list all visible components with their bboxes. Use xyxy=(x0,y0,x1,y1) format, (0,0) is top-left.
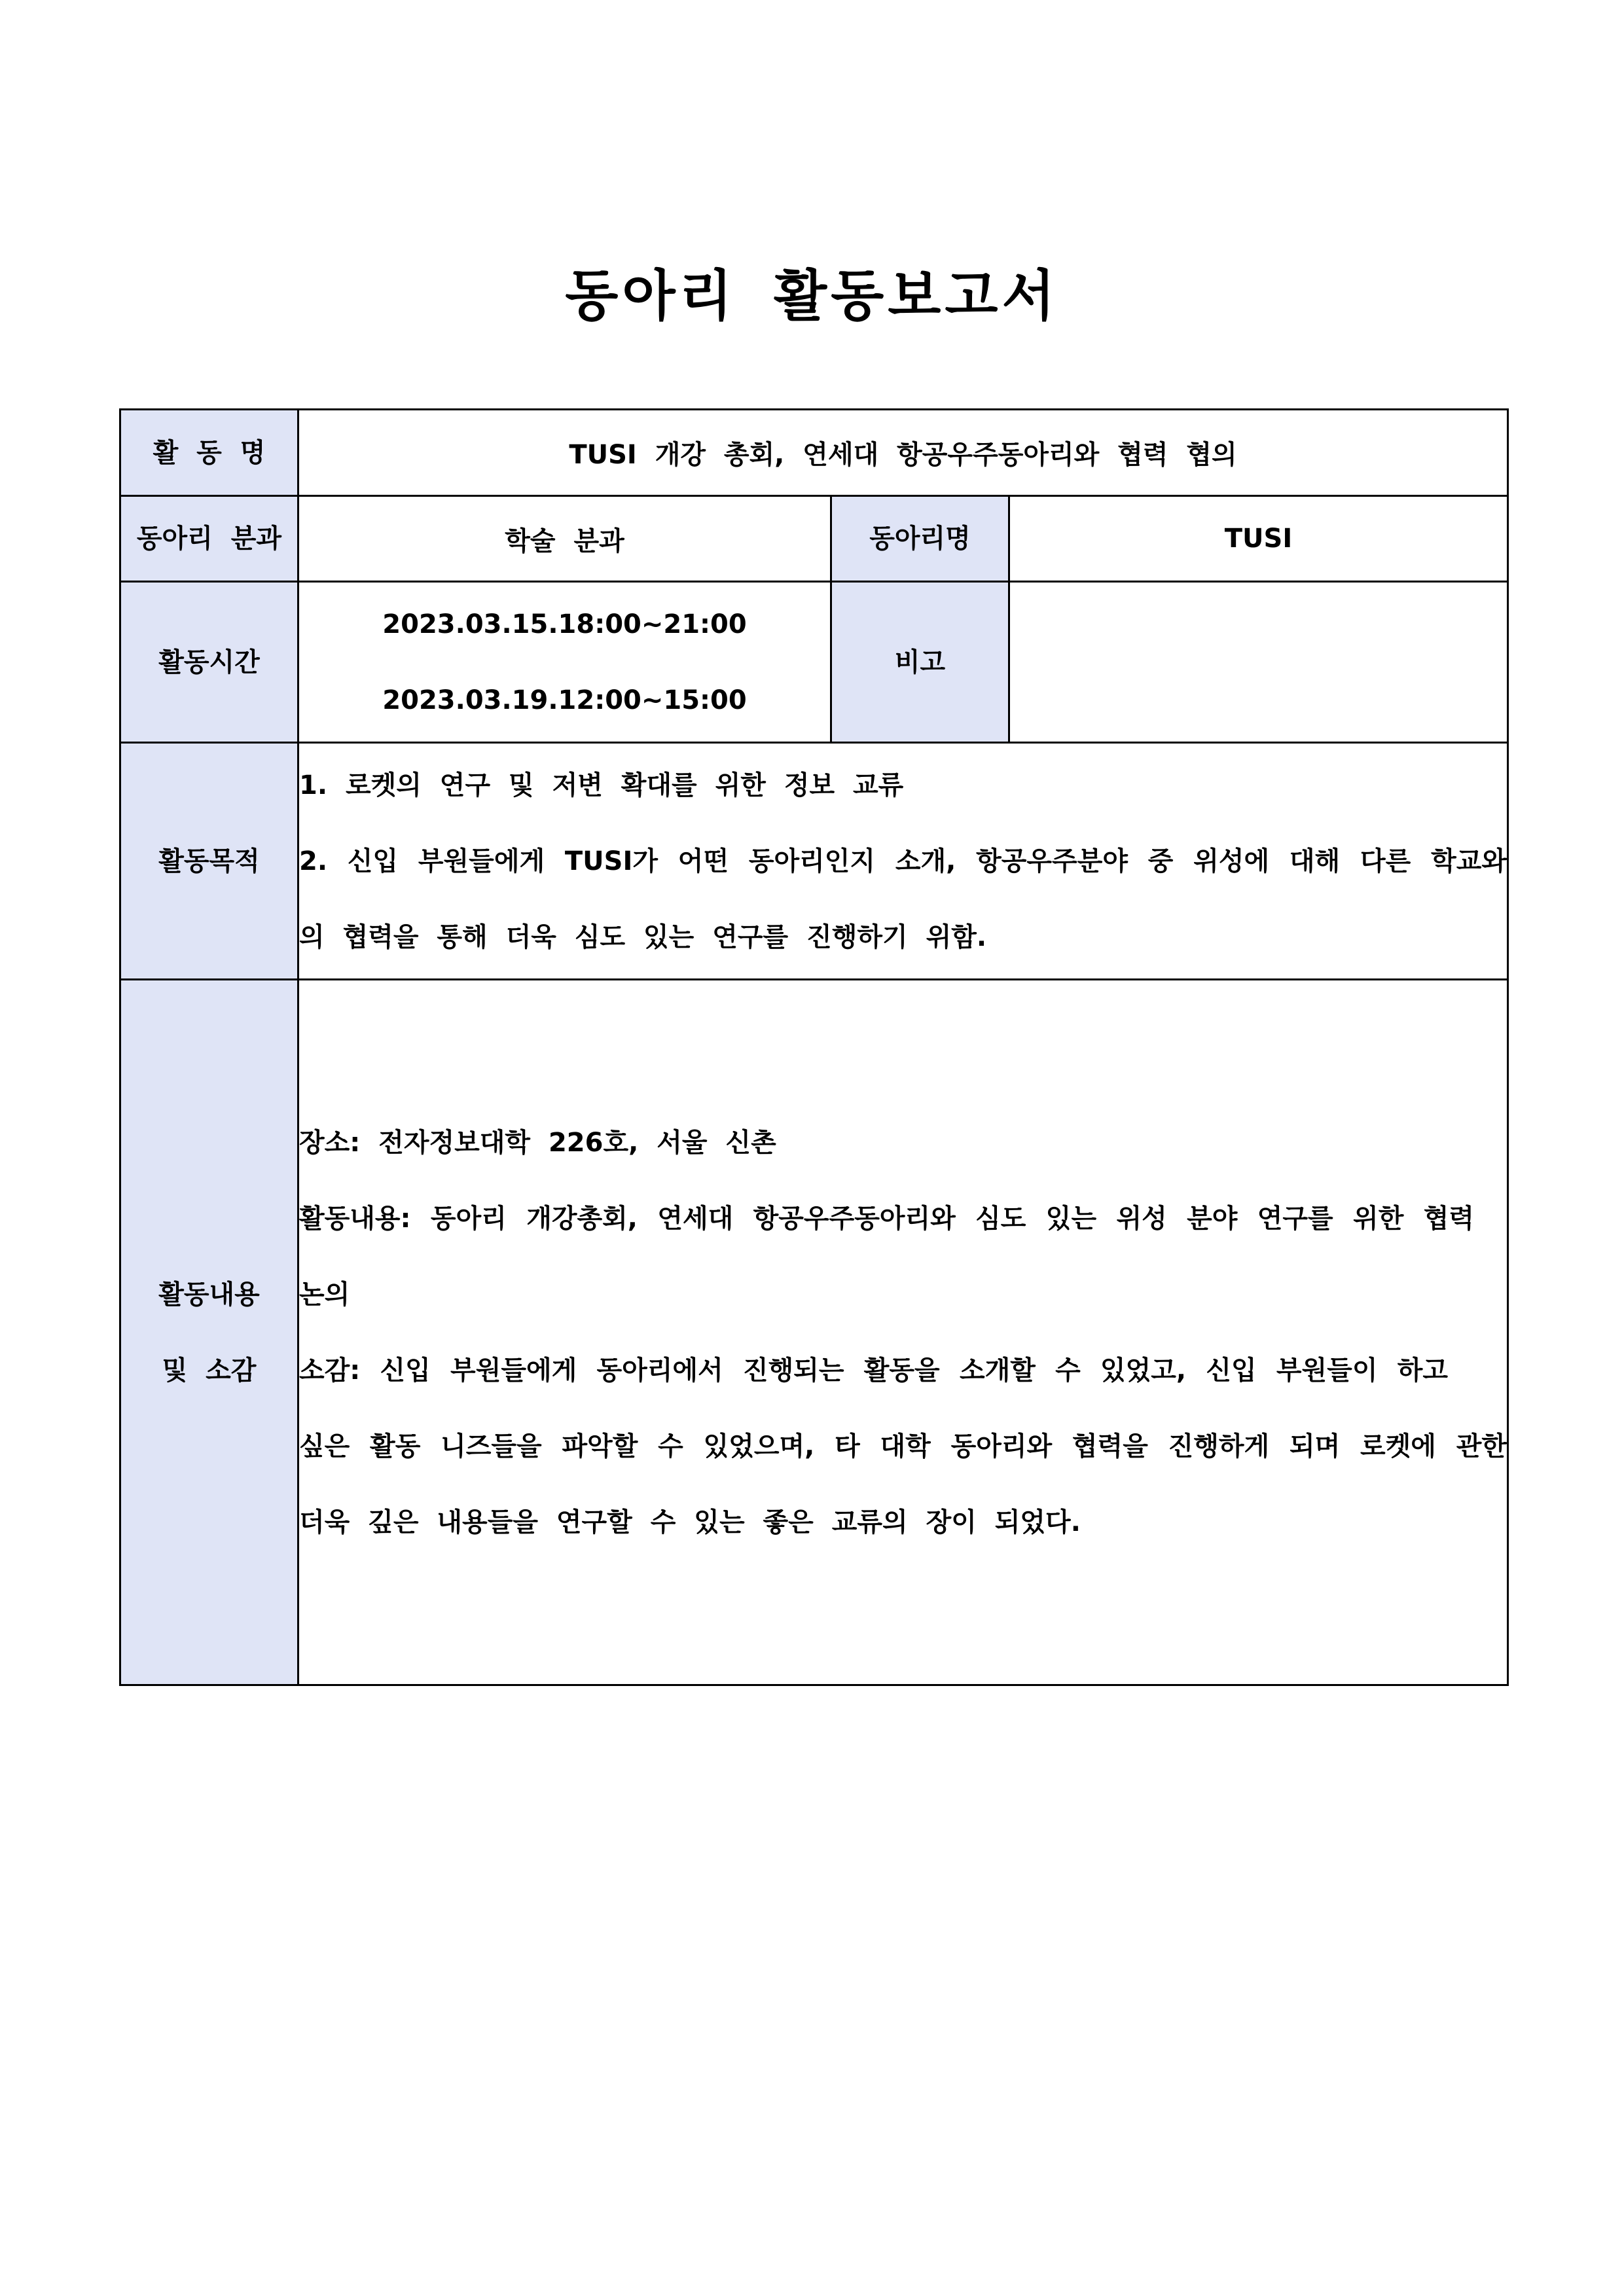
club-name-value: TUSI xyxy=(1009,496,1508,582)
time-date-1: 2023.03.15.18:00~21:00 xyxy=(382,609,747,639)
content-text xyxy=(298,980,1508,1685)
note-label: 비고 xyxy=(831,582,1009,743)
content-line-3: 논의 xyxy=(299,1279,350,1310)
time-date-2: 2023.03.19.12:00~15:00 xyxy=(382,685,747,715)
content-line-1: 장소: 전자정보대학 226호, 서울 신촌 xyxy=(299,1127,776,1158)
report-table xyxy=(119,408,1509,1686)
content-label xyxy=(120,980,298,1685)
content-label-line-1: 활동내용 xyxy=(158,1279,260,1310)
content-line-6: 더욱 깊은 내용들을 연구할 수 있는 좋은 교류의 장이 되었다. xyxy=(299,1507,1081,1537)
content-line-5: 싶은 활동 니즈들을 파악할 수 있었으며, 타 대학 동아리와 협력을 진행하게 되며 로켓에 관한 xyxy=(299,1431,1507,1462)
page-title: 동아리 활동보고서 xyxy=(565,264,1059,328)
activity-name-value: TUSI 개강 총회, 연세대 항공우주동아리와 협력 협의 xyxy=(298,410,1508,496)
purpose-text xyxy=(298,743,1508,980)
activity-name-label: 활 동 명 xyxy=(120,410,298,496)
division-label: 동아리 분과 xyxy=(120,496,298,582)
purpose-line-2: 2. 신입 부원들에게 TUSI가 어떤 동아리인지 소개, 항공우주분야 중 위성에 대해 다른 학교와 xyxy=(299,846,1507,876)
purpose-line-1: 1. 로켓의 연구 및 저변 확대를 위한 정보 교류 xyxy=(299,770,904,800)
purpose-line-3: 의 협력을 통해 더욱 심도 있는 연구를 진행하기 위함. xyxy=(299,922,987,952)
content-label-line-2: 및 소감 xyxy=(162,1355,257,1386)
activity-name-row xyxy=(120,410,1508,496)
time-dates xyxy=(298,582,831,743)
division-row xyxy=(120,496,1508,582)
time-row xyxy=(120,582,1508,743)
content-row xyxy=(120,980,1508,1685)
time-label: 활동시간 xyxy=(120,582,298,743)
club-name-label: 동아리명 xyxy=(831,496,1009,582)
content-line-4: 소감: 신입 부원들에게 동아리에서 진행되는 활동을 소개할 수 있었고, 신입 부원들이 하고 xyxy=(299,1355,1448,1386)
purpose-label: 활동목적 xyxy=(120,743,298,980)
note-value xyxy=(1009,582,1508,743)
division-value: 학술 분과 xyxy=(298,496,831,582)
purpose-row xyxy=(120,743,1508,980)
content-line-2: 활동내용: 동아리 개강총회, 연세대 항공우주동아리와 심도 있는 위성 분야 연구를 위한 협력 xyxy=(299,1203,1474,1234)
